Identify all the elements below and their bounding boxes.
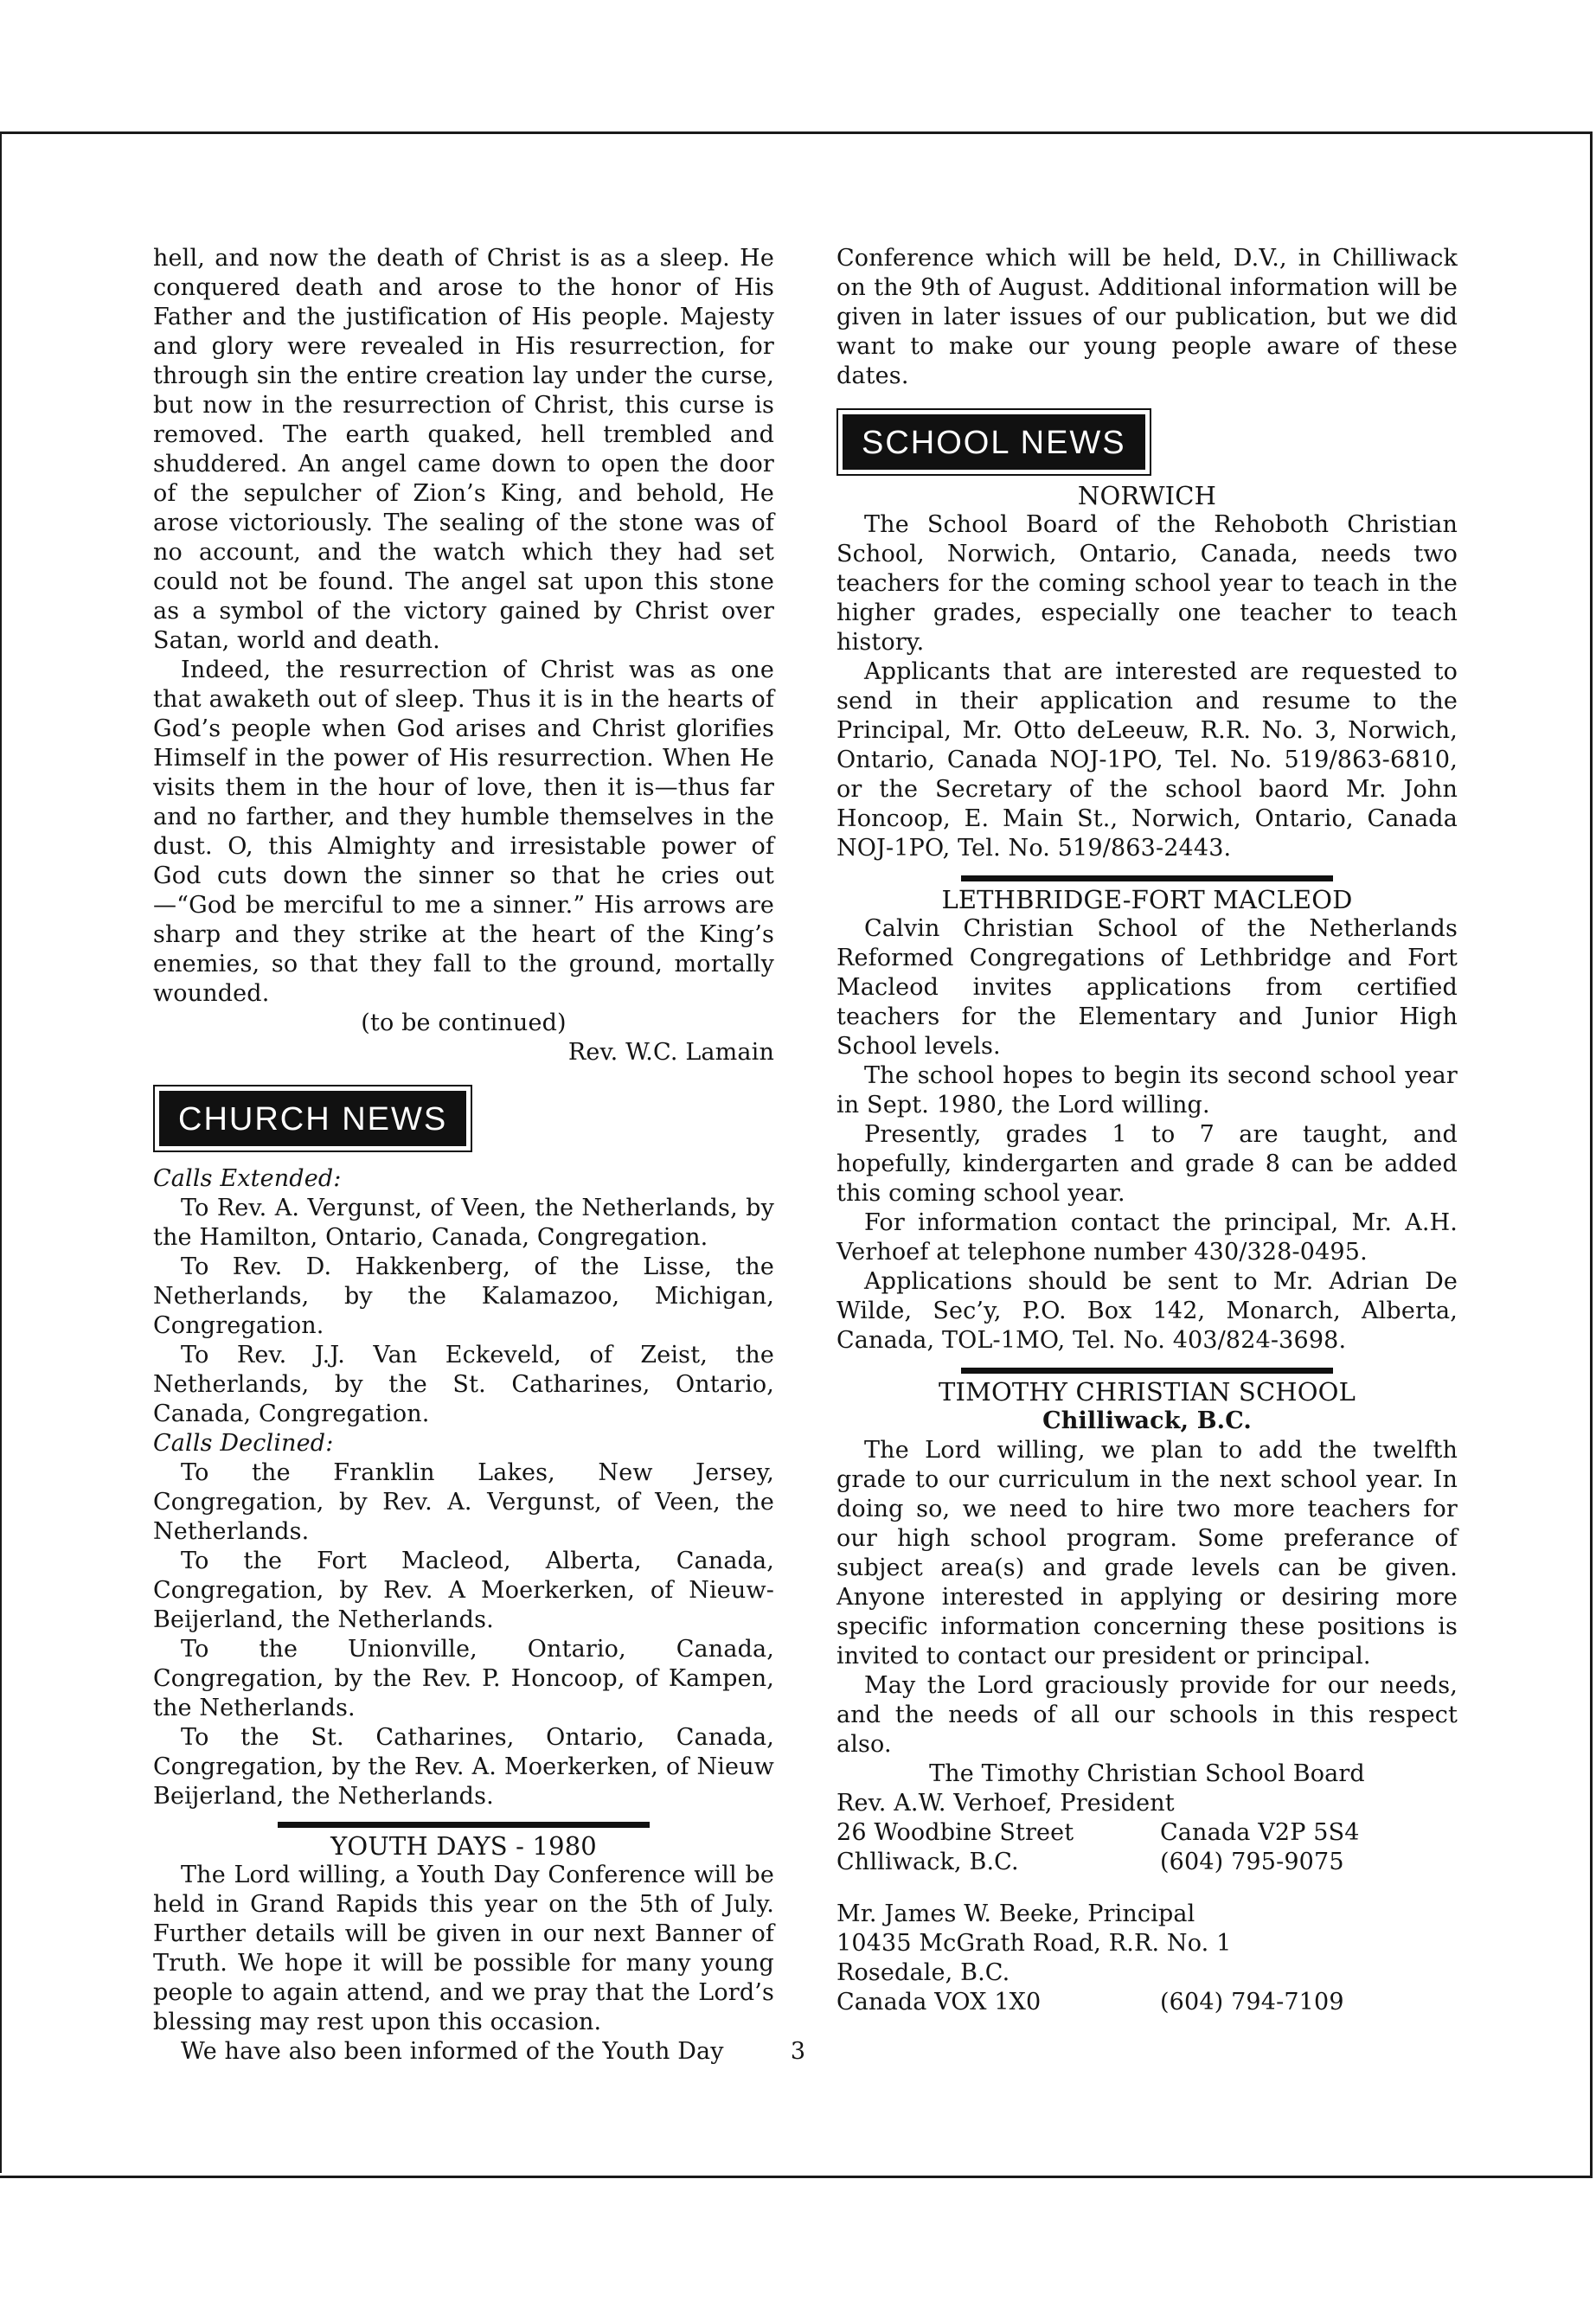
calls-declined-label: Calls Declined: [153,1430,334,1457]
youth-days-heading: YOUTH DAYS - 1980 [330,1831,597,1861]
section-divider [961,875,1333,881]
president-name: Rev. A.W. Verhoef, President [836,1790,1175,1817]
address-postal: Canada V2P 5S4 [1160,1819,1360,1846]
calls-extended-label: Calls Extended: [153,1165,342,1192]
call-item: To Rev. J.J. Van Eckeveld, of Zeist, the Netherlands, by the St. Catharines, Ontario, Canada, Congregation. [153,1342,774,1427]
call-item: To the St. Catharines, Ontario, Canada, Congregation, by the Rev. A. Moerkerken, of Nieuw Beijerland, the Netherlands. [153,1724,774,1810]
call-item: To Rev. D. Hakkenberg, of the Lisse, the Netherlands, by the Kalamazoo, Michigan, Congregation. [153,1253,774,1339]
address-line [836,1818,1458,1848]
school-news-title: SCHOOL NEWS [843,414,1145,470]
youth-paragraph: We have also been informed of the Youth Day [181,2038,724,2065]
school-news-header [836,408,1458,476]
to-be-continued: (to be continued) [361,1009,567,1036]
principal-postal: Canada VOX 1X0 [836,1989,1042,2016]
article-author: Rev. W.C. Lamain [567,1039,774,1066]
address-line [836,1848,1458,1877]
norwich-heading: NORWICH [1077,481,1217,510]
youth-continuation: Conference which will be held, D.V., in Chilliwack on the 9th of August. Additional information will be given in later issues of our publication, but we did want to make our young people aware of these dates. [836,245,1458,389]
youth-paragraph: The Lord willing, a Youth Day Conference will be held in Grand Rapids this year on the 5th of July. Further details will be given in our next Banner of Truth. We hope it will be possible for many young people to again attend, and we pray that the Lord’s blessing may rest upon this occasion. [153,1862,774,2035]
church-news-header [153,1085,774,1152]
right-column [836,244,1458,2017]
timothy-location: Chilliwack, B.C. [1042,1407,1252,1434]
lethbridge-paragraph: Presently, grades 1 to 7 are taught, and hopefully, kindergarten and grade 8 can be added this coming school year. [836,1121,1458,1207]
section-divider [278,1822,650,1828]
church-news-frame [153,1085,472,1152]
principal-address: 10435 McGrath Road, R.R. No. 1 [836,1930,1232,1957]
address-city: Chlliwack, B.C. [836,1849,1019,1875]
school-board-signature: The Timothy Christian School Board [929,1760,1365,1787]
article-paragraph: hell, and now the death of Christ is as a sleep. He conquered death and arose to the honor of His Father and the justification of His people. Majesty and glory were revealed in His resurrection, for through sin the entire creation lay under the curse, but now in the resurrection of Christ, this curse is removed. The earth quaked, hell trembled and shuddered. An angel came down to open the door of the sepulcher of Zion’s King, and behold, He arose victoriously. The sealing of the stone was of no account, and the watch which they had set could not be found. The angel sat upon this stone as a symbol of the victory gained by Christ over Satan, world and death. [153,245,774,654]
call-item: To the Fort Macleod, Alberta, Canada, Congregation, by Rev. A Moerkerken, of Nieuw-Beijerland, the Netherlands. [153,1548,774,1633]
page-left-rule [0,131,2,2173]
section-divider [961,1368,1333,1374]
lethbridge-paragraph: For information contact the principal, Mr. A.H. Verhoef at telephone number 430/328-0495. [836,1209,1458,1266]
school-news-frame [836,408,1151,476]
lethbridge-paragraph: Calvin Christian School of the Netherlands Reformed Congregations of Lethbridge and Fort Macleod invites applications from certified teachers for the Elementary and Junior High School levels. [836,915,1458,1060]
left-column [153,244,774,2067]
church-news-title: CHURCH NEWS [159,1091,466,1146]
norwich-paragraph: The School Board of the Rehoboth Christian School, Norwich, Ontario, Canada, needs two teachers for the coming school year to teach in the higher grades, especially one teacher to teach history. [836,511,1458,656]
lethbridge-paragraph: The school hopes to begin its second school year in Sept. 1980, the Lord willing. [836,1062,1458,1118]
lethbridge-heading: LETHBRIDGE-FORT MACLEOD [941,885,1353,914]
norwich-paragraph: Applicants that are interested are requested to send in their application and resume to the Principal, Mr. Otto deLeeuw, R.R. No. 3, Norwich, Ontario, Canada NOJ-1PO, Tel. No. 519/863-6810, or the Secretary of the school baord Mr. John Honcoop, E. Main St., Norwich, Ontario, Canada NOJ-1PO, Tel. No. 519/863-2443. [836,658,1458,862]
timothy-paragraph: The Lord willing, we plan to add the twelfth grade to our curriculum in the next school year. In doing so, we need to hire two more teachers for our high school program. Some preferance of subject area(s) and grade levels can be given. Anyone interested in applying or desiring more specific information concerning these positions is invited to contact our president or principal. [836,1437,1458,1670]
timothy-paragraph: May the Lord graciously provide for our needs, and the needs of all our schools in this respect also. [836,1672,1458,1758]
call-item: To Rev. A. Vergunst, of Veen, the Netherlands, by the Hamilton, Ontario, Canada, Congregation. [153,1195,774,1251]
call-item: To the Franklin Lakes, New Jersey, Congregation, by Rev. A. Vergunst, of Veen, the Netherlands. [153,1459,774,1545]
principal-name: Mr. James W. Beeke, Principal [836,1900,1195,1927]
address-line [836,1988,1458,2017]
address-street: 26 Woodbine Street [836,1819,1074,1846]
article-paragraph: Indeed, the resurrection of Christ was as one that awaketh out of sleep. Thus it is in the hearts of God’s people when God arises and Christ glorifies Himself in the power of His resurrection. When He visits them in the hour of love, then it is—thus far and no farther, and they humble themselves in the dust. O, this Almighty and irresistable power of God cuts down the sinner so that he cries out—“God be merciful to me a sinner.” His arrows are sharp and they strike at the heart of the King’s enemies, so that they fall to the ground, mortally wounded. [153,657,774,1007]
principal-city: Rosedale, B.C. [836,1959,1010,1986]
address-phone: (604) 795-9075 [1160,1849,1344,1875]
principal-phone: (604) 794-7109 [1160,1989,1344,2016]
call-item: To the Unionville, Ontario, Canada, Congregation, by the Rev. P. Honcoop, of Kampen, the Netherlands. [153,1636,774,1721]
lethbridge-paragraph: Applications should be sent to Mr. Adrian De Wilde, Sec’y, P.O. Box 142, Monarch, Alberta, Canada, TOL-1MO, Tel. No. 403/824-3698. [836,1268,1458,1354]
page-number: 3 [790,2038,806,2065]
timothy-heading: TIMOTHY CHRISTIAN SCHOOL [939,1377,1356,1407]
